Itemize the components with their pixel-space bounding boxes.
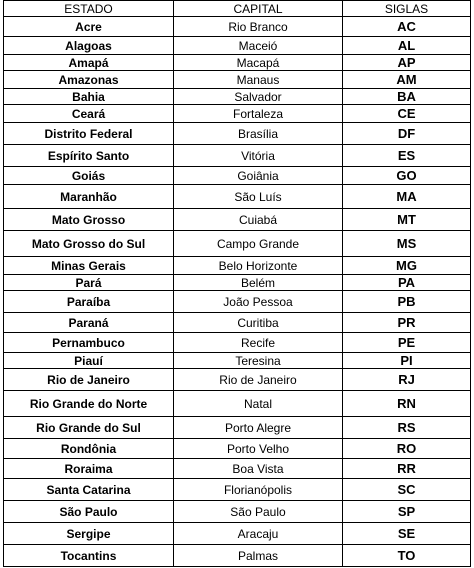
- header-siglas: SIGLAS: [343, 1, 471, 17]
- table-row: [4, 71, 471, 89]
- cell-capital: Maceió: [174, 37, 343, 55]
- cell-capital: Cuiabá: [174, 209, 343, 231]
- cell-estado: Tocantins: [4, 545, 174, 567]
- cell-estado: Rio Grande do Norte: [4, 391, 174, 417]
- cell-estado: Espírito Santo: [4, 145, 174, 167]
- table-row: [4, 439, 471, 459]
- cell-capital: Belém: [174, 275, 343, 291]
- table-row: [4, 185, 471, 209]
- cell-capital: Porto Alegre: [174, 417, 343, 439]
- cell-sigla: AP: [343, 55, 471, 71]
- cell-estado: Paraíba: [4, 291, 174, 313]
- table-row: [4, 37, 471, 55]
- cell-estado: Mato Grosso do Sul: [4, 231, 174, 257]
- cell-estado: Mato Grosso: [4, 209, 174, 231]
- cell-estado: Ceará: [4, 105, 174, 123]
- cell-sigla: RN: [343, 391, 471, 417]
- cell-sigla: RJ: [343, 369, 471, 391]
- cell-estado: Santa Catarina: [4, 479, 174, 501]
- cell-capital: Fortaleza: [174, 105, 343, 123]
- cell-capital: Curitiba: [174, 313, 343, 333]
- cell-capital: Manaus: [174, 71, 343, 89]
- cell-capital: Natal: [174, 391, 343, 417]
- table-row: [4, 391, 471, 417]
- table-row: [4, 123, 471, 145]
- cell-sigla: RO: [343, 439, 471, 459]
- cell-estado: Pernambuco: [4, 333, 174, 353]
- cell-estado: Amapá: [4, 55, 174, 71]
- cell-capital: Recife: [174, 333, 343, 353]
- header-capital: CAPITAL: [174, 1, 343, 17]
- cell-estado: Rio de Janeiro: [4, 369, 174, 391]
- cell-sigla: TO: [343, 545, 471, 567]
- table-row: [4, 167, 471, 185]
- cell-sigla: SC: [343, 479, 471, 501]
- cell-capital: Aracaju: [174, 523, 343, 545]
- cell-sigla: AM: [343, 71, 471, 89]
- cell-estado: Alagoas: [4, 37, 174, 55]
- table-row: [4, 417, 471, 439]
- states-capitals-table: [3, 0, 471, 567]
- table-row: [4, 523, 471, 545]
- cell-estado: Bahia: [4, 89, 174, 105]
- cell-sigla: PA: [343, 275, 471, 291]
- cell-capital: Florianópolis: [174, 479, 343, 501]
- cell-sigla: MA: [343, 185, 471, 209]
- table-row: [4, 479, 471, 501]
- cell-capital: Rio de Janeiro: [174, 369, 343, 391]
- cell-estado: São Paulo: [4, 501, 174, 523]
- table-body: [4, 17, 471, 567]
- cell-capital: São Luís: [174, 185, 343, 209]
- cell-capital: Boa Vista: [174, 459, 343, 479]
- cell-sigla: ES: [343, 145, 471, 167]
- cell-capital: Vitória: [174, 145, 343, 167]
- table-header-row: [4, 1, 471, 17]
- cell-capital: Brasília: [174, 123, 343, 145]
- cell-estado: Goiás: [4, 167, 174, 185]
- cell-capital: Campo Grande: [174, 231, 343, 257]
- cell-capital: São Paulo: [174, 501, 343, 523]
- cell-estado: Piauí: [4, 353, 174, 369]
- cell-estado: Rio Grande do Sul: [4, 417, 174, 439]
- cell-estado: Distrito Federal: [4, 123, 174, 145]
- cell-sigla: MT: [343, 209, 471, 231]
- cell-estado: Paraná: [4, 313, 174, 333]
- cell-sigla: MS: [343, 231, 471, 257]
- cell-capital: Salvador: [174, 89, 343, 105]
- table-row: [4, 501, 471, 523]
- cell-capital: Teresina: [174, 353, 343, 369]
- cell-estado: Roraima: [4, 459, 174, 479]
- table-row: [4, 459, 471, 479]
- cell-sigla: SP: [343, 501, 471, 523]
- cell-sigla: PR: [343, 313, 471, 333]
- table-row: [4, 231, 471, 257]
- cell-capital: Belo Horizonte: [174, 257, 343, 275]
- table-row: [4, 55, 471, 71]
- cell-sigla: CE: [343, 105, 471, 123]
- cell-capital: Porto Velho: [174, 439, 343, 459]
- cell-sigla: PB: [343, 291, 471, 313]
- cell-sigla: AC: [343, 17, 471, 37]
- table-row: [4, 275, 471, 291]
- table-row: [4, 89, 471, 105]
- cell-estado: Rondônia: [4, 439, 174, 459]
- table-row: [4, 545, 471, 567]
- table-row: [4, 291, 471, 313]
- cell-capital: Palmas: [174, 545, 343, 567]
- cell-estado: Minas Gerais: [4, 257, 174, 275]
- cell-sigla: AL: [343, 37, 471, 55]
- cell-sigla: BA: [343, 89, 471, 105]
- header-estado: ESTADO: [4, 1, 174, 17]
- cell-sigla: PI: [343, 353, 471, 369]
- cell-estado: Acre: [4, 17, 174, 37]
- cell-sigla: PE: [343, 333, 471, 353]
- table-row: [4, 313, 471, 333]
- cell-capital: João Pessoa: [174, 291, 343, 313]
- cell-sigla: GO: [343, 167, 471, 185]
- cell-sigla: MG: [343, 257, 471, 275]
- cell-estado: Pará: [4, 275, 174, 291]
- table-row: [4, 105, 471, 123]
- cell-estado: Sergipe: [4, 523, 174, 545]
- cell-capital: Goiânia: [174, 167, 343, 185]
- table-row: [4, 369, 471, 391]
- cell-sigla: RS: [343, 417, 471, 439]
- cell-capital: Rio Branco: [174, 17, 343, 37]
- cell-estado: Maranhão: [4, 185, 174, 209]
- cell-sigla: RR: [343, 459, 471, 479]
- cell-sigla: SE: [343, 523, 471, 545]
- table-row: [4, 17, 471, 37]
- table-row: [4, 257, 471, 275]
- cell-capital: Macapá: [174, 55, 343, 71]
- cell-sigla: DF: [343, 123, 471, 145]
- cell-estado: Amazonas: [4, 71, 174, 89]
- table-row: [4, 145, 471, 167]
- table-row: [4, 209, 471, 231]
- table-row: [4, 333, 471, 353]
- table-row: [4, 353, 471, 369]
